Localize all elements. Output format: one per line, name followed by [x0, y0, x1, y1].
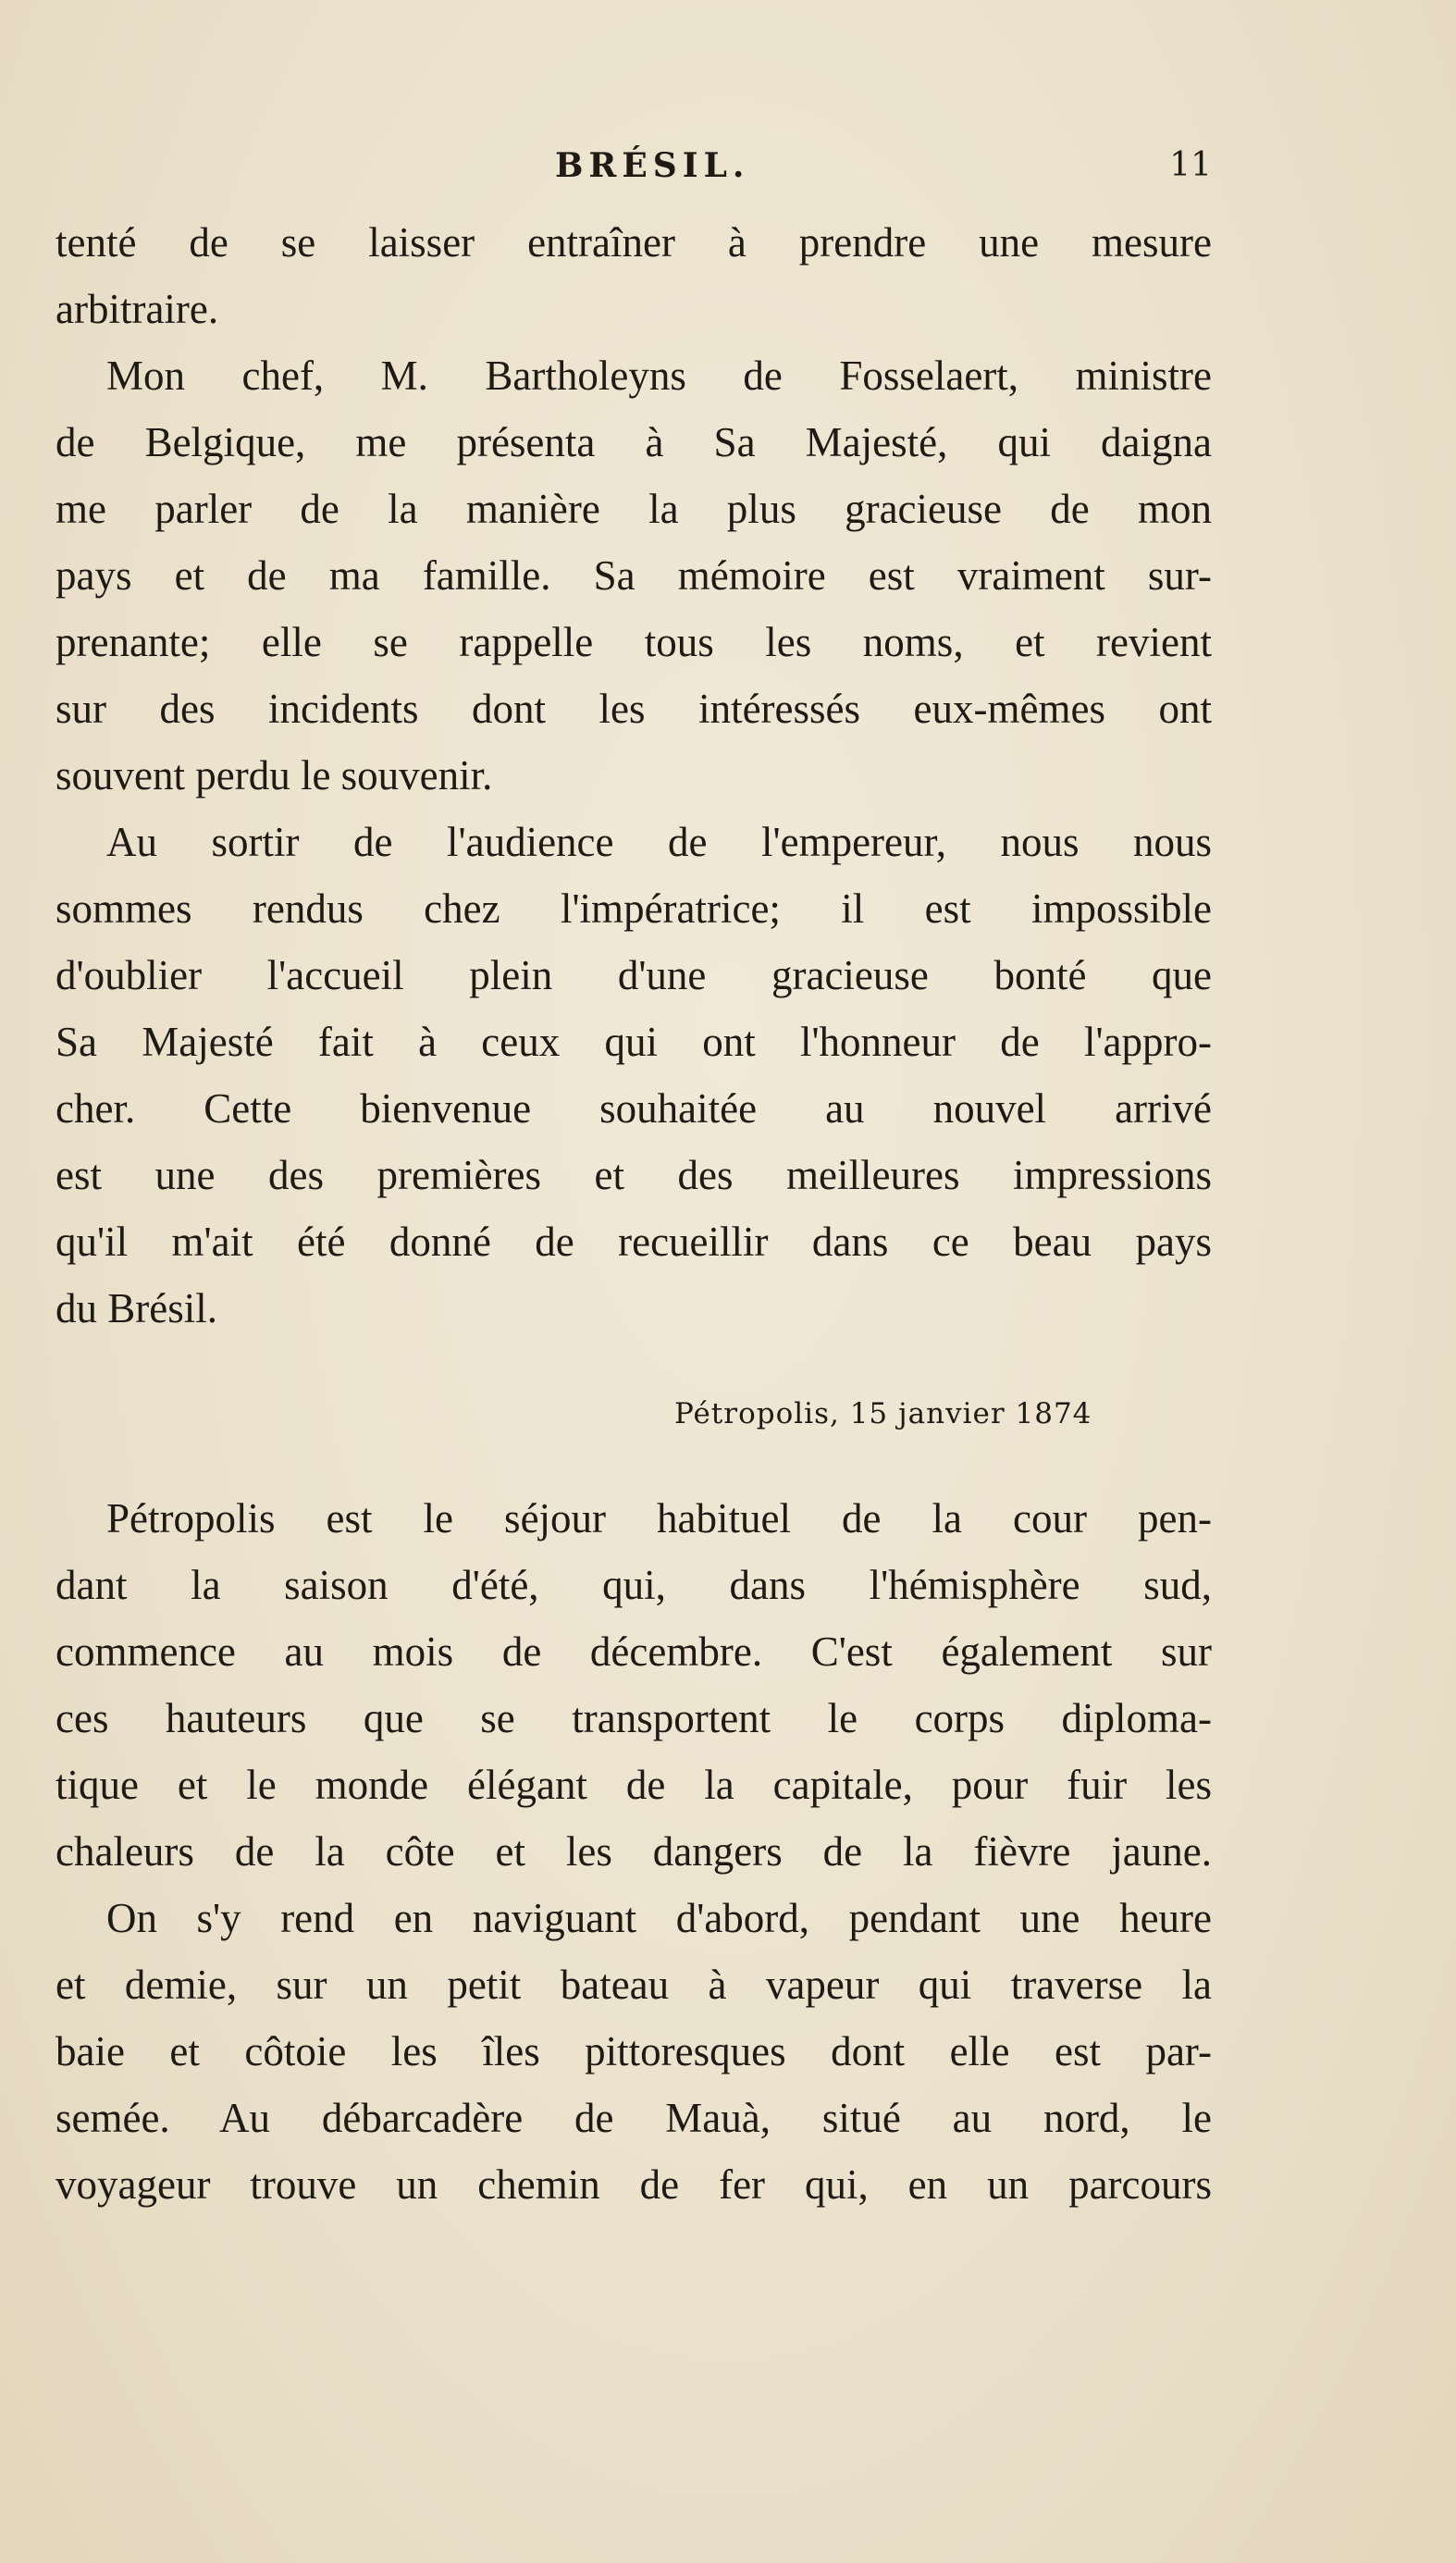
running-head: [56, 146, 1212, 192]
text-line: On s'y rend en naviguant d'abord, pendant une heure: [106, 1895, 1212, 1941]
text-line: de Belgique, me présenta à Sa Majesté, qui daigna: [56, 419, 1212, 465]
text-line: Au sortir de l'audience de l'empereur, nous nous: [106, 819, 1212, 865]
text-line: sommes rendus chez l'impératrice; il est impossible: [56, 885, 1212, 932]
text-line: ces hauteurs que se transportent le corps diploma-: [56, 1695, 1212, 1741]
text-line: arbitraire.: [56, 286, 219, 332]
text-line: Sa Majesté fait à ceux qui ont l'honneur de l'appro-: [56, 1019, 1212, 1065]
text-line: et demie, sur un petit bateau à vapeur qui traverse la: [56, 1962, 1212, 2008]
dateline: [56, 1397, 1212, 1443]
text-line: qu'il m'ait été donné de recueillir dans ce beau pays: [56, 1219, 1212, 1265]
text-line: Pétropolis est le séjour habituel de la cour pen-: [106, 1495, 1212, 1542]
dateline-text: Pétropolis, 15 janvier 1874: [674, 1397, 1092, 1430]
text-line: dant la saison d'été, qui, dans l'hémisphère sud,: [56, 1562, 1212, 1608]
body-text-block-1: [56, 209, 1212, 1342]
text-line: semée. Au débarcadère de Mauà, situé au nord, le: [56, 2095, 1212, 2141]
page-number: 11: [1169, 146, 1212, 184]
text-line: tenté de se laisser entraîner à prendre une mesure: [56, 219, 1212, 266]
text-line: me parler de la manière la plus gracieuse de mon: [56, 486, 1212, 532]
text-line: d'oublier l'accueil plein d'une gracieuse bonté que: [56, 952, 1212, 998]
text-line: Mon chef, M. Bartholeyns de Fosselaert, ministre: [106, 353, 1212, 399]
text-line: souvent perdu le souvenir.: [56, 752, 493, 799]
text-line: sur des incidents dont les intéressés eux-mêmes ont: [56, 686, 1212, 732]
text-line: baie et côtoie les îles pittoresques dont elle est par-: [56, 2028, 1212, 2074]
text-line: commence au mois de décembre. C'est également sur: [56, 1628, 1212, 1675]
text-line: tique et le monde élégant de la capitale, pour fuir les: [56, 1762, 1212, 1808]
body-text-block-2: [56, 1485, 1212, 2218]
text-line: pays et de ma famille. Sa mémoire est vraiment sur-: [56, 552, 1212, 599]
text-line: est une des premières et des meilleures impressions: [56, 1152, 1212, 1198]
text-line: prenante; elle se rappelle tous les noms, et revient: [56, 619, 1212, 665]
running-title: BRÉSIL.: [555, 146, 750, 185]
text-line: cher. Cette bienvenue souhaitée au nouvel arrivé: [56, 1085, 1212, 1132]
text-line: du Brésil.: [56, 1285, 217, 1331]
text-line: chaleurs de la côte et les dangers de la fièvre jaune.: [56, 1828, 1212, 1875]
text-line: voyageur trouve un chemin de fer qui, en un parcours: [56, 2161, 1212, 2208]
